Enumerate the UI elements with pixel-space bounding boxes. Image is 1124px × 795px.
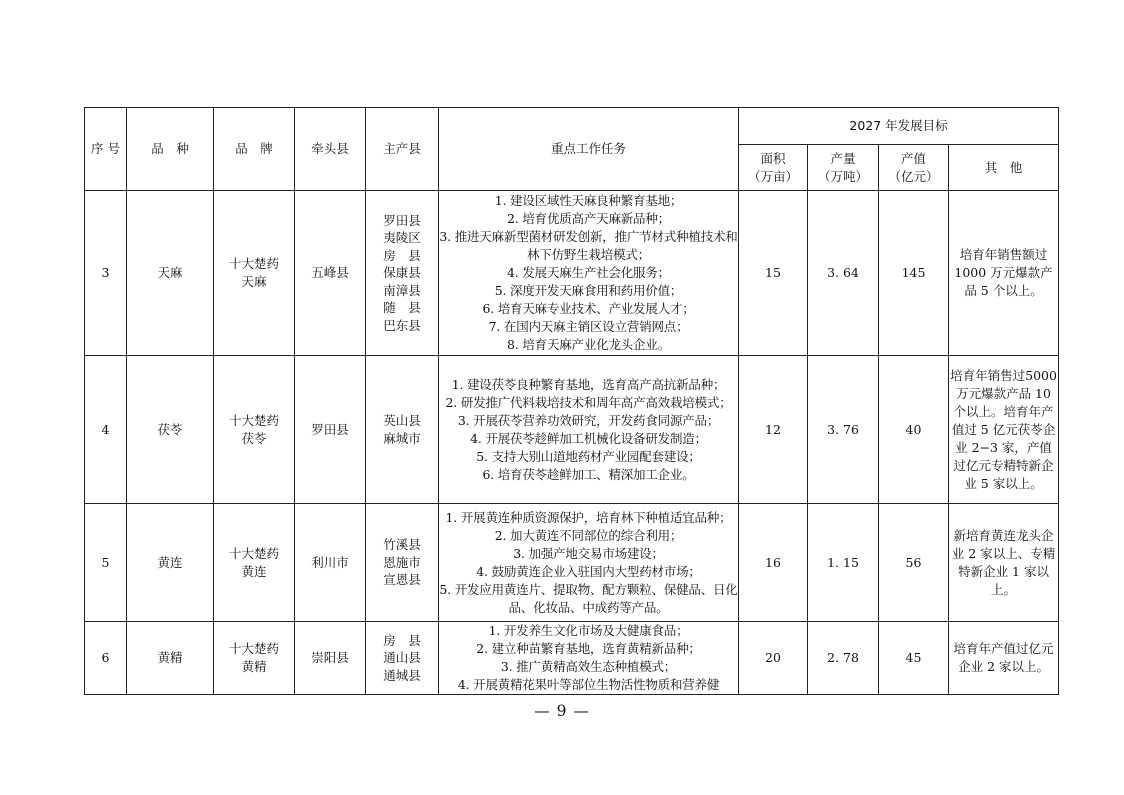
development-target-table — [84, 107, 1059, 695]
county: 罗田县 — [383, 212, 421, 228]
row-variety: 茯苓 — [127, 356, 214, 504]
row-brand-line1: 十大楚药 — [228, 545, 279, 561]
county: 通城县 — [383, 667, 421, 683]
county: 英山县 — [383, 413, 421, 428]
row-seq: 4 — [85, 356, 127, 504]
row-variety: 黄精 — [127, 622, 214, 695]
header-area — [739, 145, 808, 191]
task-item: 7. 在国内天麻主销区设立营销网点； — [488, 319, 689, 334]
task-item: 3. 推广黄精高效生态种植模式； — [500, 659, 677, 674]
task-item: 5. 深度开发天麻食用和药用价值； — [494, 283, 683, 298]
header-tasks: 重点工作任务 — [439, 108, 739, 191]
row-output: 3. 76 — [808, 356, 879, 504]
task-item: 1. 开展黄连种质资源保护，培育林下种植适宜品种； — [445, 509, 732, 525]
task-item: 6. 培育茯苓趁鲜加工、精深加工企业。 — [482, 466, 695, 482]
header-area-line2: （万亩） — [747, 168, 798, 184]
task-item: 5. 支持大别山道地药材产业园配套建设； — [476, 448, 701, 464]
row-tasks — [439, 356, 739, 504]
row-brand — [214, 356, 295, 504]
header-seq: 序 号 — [85, 108, 127, 191]
county: 麻城市 — [383, 430, 421, 446]
task-item: 2. 加大黄连不同部位的综合利用； — [494, 527, 683, 543]
task-item: 2. 研发推广代料栽培技术和周年高产高效栽培模式； — [445, 394, 732, 410]
row-brand-line2: 天麻 — [241, 274, 267, 289]
row-value: 45 — [879, 622, 949, 695]
row-area: 16 — [739, 504, 808, 622]
county: 通山县 — [383, 650, 421, 666]
row-value: 145 — [879, 191, 949, 356]
row-other: 培育年销售过5000 万元爆款产品 10 个以上。培育年产值过 5 亿元茯苓企业 2−3 家，产值过亿元专精特新企业 5 家以上。 — [949, 356, 1059, 504]
page-number: — 9 — — [534, 702, 590, 720]
task-item: 3. 加强产地交易市场建设； — [513, 545, 664, 561]
task-item: 3. 开展茯苓营养功效研究，开发药食同源产品； — [457, 412, 720, 428]
table-row — [85, 191, 1059, 356]
table-row — [85, 622, 1059, 695]
header-area-line1: 面积 — [760, 150, 786, 166]
row-lead-county: 五峰县 — [295, 191, 366, 356]
task-item: 5. 开发应用黄连片、提取物、配方颗粒、保健品、日化品、化妆品、中成药等产品。 — [439, 581, 738, 615]
row-output: 3. 64 — [808, 191, 879, 356]
row-tasks — [439, 191, 739, 356]
task-item: 3. 推进天麻新型菌材研发创新，推广节材式种植技术和林下仿野生栽培模式； — [439, 229, 738, 262]
row-output: 2. 78 — [808, 622, 879, 695]
task-item: 1. 开发养生文化市场及大健康食品； — [488, 623, 689, 638]
row-brand-line1: 十大楚药 — [228, 256, 279, 271]
task-item: 4. 发展天麻生产社会化服务； — [507, 265, 670, 280]
county: 宣恩县 — [383, 572, 421, 588]
row-counties — [366, 356, 439, 504]
row-lead-county: 罗田县 — [295, 356, 366, 504]
row-area: 15 — [739, 191, 808, 356]
task-item: 4. 开展茯苓趁鲜加工机械化设备研发制造； — [470, 430, 707, 446]
task-item: 4. 鼓励黄连企业入驻国内大型药材市场； — [476, 563, 701, 579]
row-brand — [214, 622, 295, 695]
row-seq: 3 — [85, 191, 127, 356]
row-counties — [366, 191, 439, 356]
row-other: 培育年销售额过1000 万元爆款产品 5 个以上。 — [949, 191, 1059, 356]
header-main-counties: 主产县 — [366, 108, 439, 191]
row-other: 培育年产值过亿元企业 2 家以上。 — [949, 622, 1059, 695]
row-brand-line2: 黄连 — [241, 563, 267, 579]
row-counties — [366, 504, 439, 622]
row-brand-line2: 茯苓 — [241, 430, 267, 446]
header-output-line1: 产量 — [830, 150, 856, 166]
header-other: 其 他 — [949, 145, 1059, 191]
row-brand — [214, 504, 295, 622]
row-other: 新培育黄连龙头企业 2 家以上、专精特新企业 1 家以上。 — [949, 504, 1059, 622]
county: 恩施市 — [383, 554, 421, 570]
row-lead-county: 崇阳县 — [295, 622, 366, 695]
task-item: 1. 建设茯苓良种繁育基地，选育高产高抗新品种； — [451, 376, 726, 392]
header-value — [879, 145, 949, 191]
county: 竹溪县 — [383, 537, 421, 553]
row-variety: 天麻 — [127, 191, 214, 356]
header-variety: 品 种 — [127, 108, 214, 191]
row-area: 12 — [739, 356, 808, 504]
header-output — [808, 145, 879, 191]
row-seq: 5 — [85, 504, 127, 622]
row-value: 56 — [879, 504, 949, 622]
table-row — [85, 504, 1059, 622]
county: 南漳县 — [383, 282, 421, 298]
task-item: 2. 建立种苗繁育基地，选育黄精新品种； — [476, 641, 701, 656]
task-item: 6. 培育天麻专业技术、产业发展人才； — [482, 301, 695, 316]
row-value: 40 — [879, 356, 949, 504]
row-brand — [214, 191, 295, 356]
header-lead-county: 牵头县 — [295, 108, 366, 191]
row-brand-line1: 十大楚药 — [228, 641, 279, 656]
task-item: 8. 培育天麻产业化龙头企业。 — [507, 337, 670, 352]
county: 巴东县 — [383, 317, 421, 333]
task-item: 2. 培育优质高产天麻新品种； — [507, 211, 670, 226]
row-brand-line2: 黄精 — [241, 659, 267, 674]
header-value-line1: 产值 — [900, 150, 926, 166]
county: 房 县 — [383, 632, 421, 648]
row-variety: 黄连 — [127, 504, 214, 622]
header-value-line2: （亿元） — [888, 168, 939, 184]
header-brand: 品 牌 — [214, 108, 295, 191]
task-item: 4. 开展黄精花果叶等部位生物活性物质和营养健 — [457, 677, 720, 692]
task-item: 1. 建设区域性天麻良种繁育基地； — [494, 193, 683, 208]
header-target-group: 2027 年发展目标 — [739, 108, 1059, 145]
row-area: 20 — [739, 622, 808, 695]
row-brand-line1: 十大楚药 — [228, 412, 279, 428]
county: 保康县 — [383, 265, 421, 281]
row-seq: 6 — [85, 622, 127, 695]
county: 房 县 — [383, 247, 421, 263]
row-lead-county: 利川市 — [295, 504, 366, 622]
row-output: 1. 15 — [808, 504, 879, 622]
county: 夷陵区 — [383, 230, 421, 246]
table-row — [85, 356, 1059, 504]
row-tasks — [439, 504, 739, 622]
row-counties — [366, 622, 439, 695]
header-output-line2: （万吨） — [817, 168, 868, 184]
county: 随 县 — [383, 300, 421, 316]
row-tasks — [439, 622, 739, 695]
header-row-top — [85, 108, 1059, 145]
